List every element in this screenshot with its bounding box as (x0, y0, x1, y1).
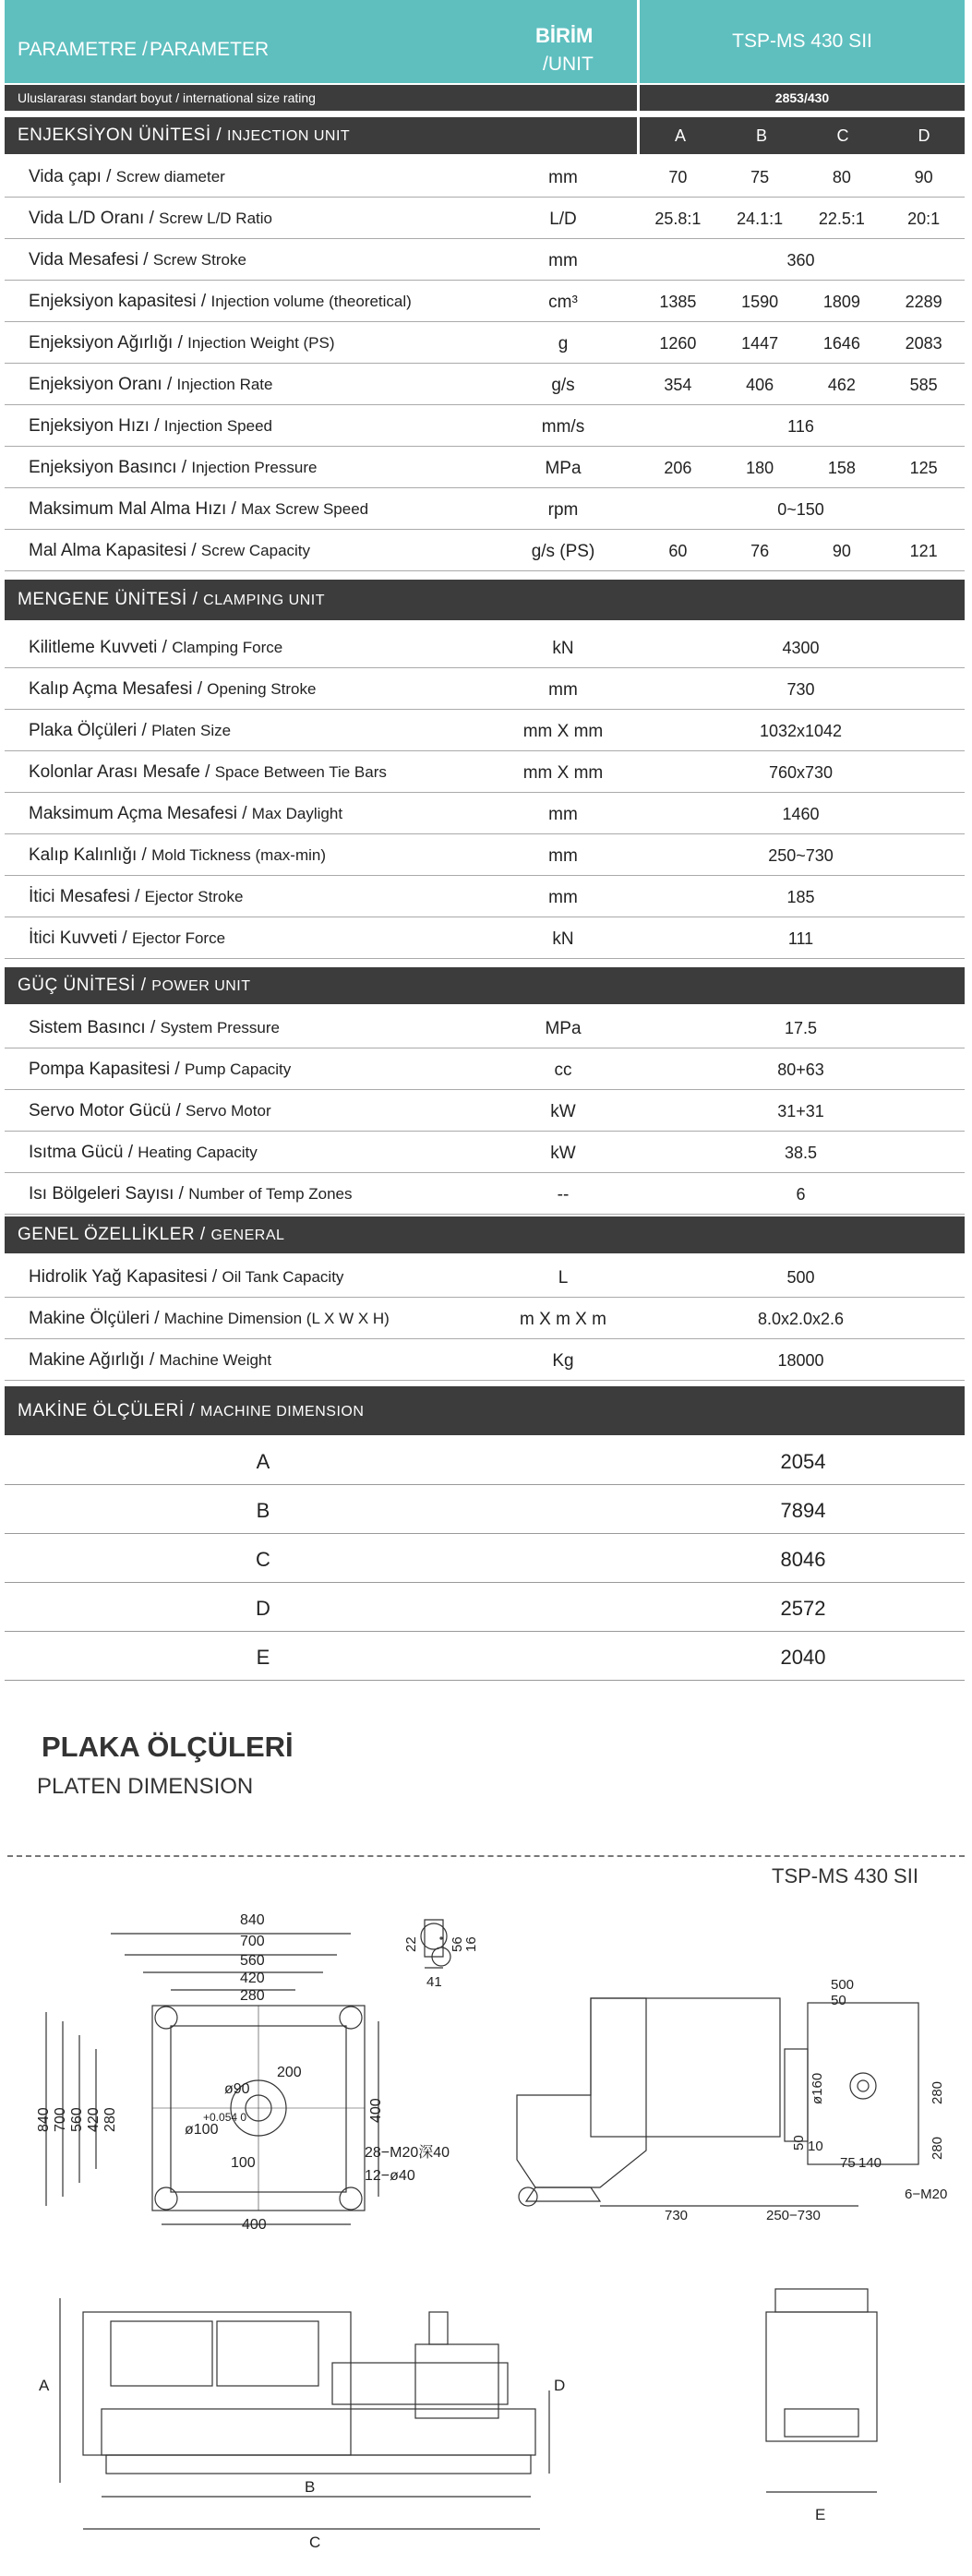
label-c: C (309, 2534, 321, 2551)
row-unit: m X m X m (520, 1310, 606, 1329)
dim-840: 840 (240, 1912, 265, 1928)
dim-22: 22 (403, 1936, 419, 1952)
row-unit: -- (557, 1185, 570, 1204)
row-value: 90 (832, 542, 851, 560)
row-name-en: Pump Capacity (185, 1060, 292, 1078)
section-header: GENEL ÖZELLİKLER / GENERAL (5, 1216, 965, 1253)
row-name-tr: Kolonlar Arası Mesafe (29, 762, 200, 782)
dimension-key: A (256, 1450, 270, 1473)
row-name-en: Screw L/D Ratio (159, 210, 272, 227)
row-name-tr: Kalıp Açma Mesafesi (29, 679, 193, 699)
dim-16: 16 (463, 1936, 479, 1952)
spec-row: Vida Mesafesi / Screw Stroke mm 360 (5, 240, 965, 281)
spec-row: Maksimum Mal Alma Hızı / Max Screw Speed rpm 0~150 (5, 489, 965, 530)
row-value: 500 (786, 1268, 815, 1287)
row-value: 760x730 (768, 763, 834, 782)
dimension-row (5, 1534, 965, 1583)
row-value: 354 (664, 376, 692, 394)
row-name-tr: Maksimum Açma Mesafesi (29, 804, 237, 823)
row-unit: mm/s (541, 417, 585, 437)
dimension-value: 2054 (780, 1450, 826, 1473)
row-value: 111 (787, 929, 814, 948)
size-rating-value: 2853/430 (637, 85, 965, 111)
row-name-en: Machine Dimension (L X W X H) (163, 1310, 390, 1327)
spec-row: Vida çapı / Screw diameter mm 70 75 80 90 (5, 157, 965, 198)
row-name-en: Machine Weight (159, 1351, 272, 1369)
dim-560: 560 (240, 1953, 265, 1969)
row-value: 1646 (822, 334, 860, 353)
spec-row: Pompa Kapasitesi / Pump Capacity cc 80+63 (5, 1049, 965, 1090)
row-name-en: Max Screw Speed (241, 500, 369, 518)
col-header: C (836, 126, 849, 145)
row-name-en: Ejector Force (131, 929, 226, 947)
platen-side-drawing (498, 1957, 960, 2224)
row-value: 158 (827, 459, 856, 477)
row-name-tr: Servo Motor Gücü (29, 1101, 172, 1120)
divider (7, 1855, 965, 1857)
row-value: 360 (786, 251, 815, 270)
row-name-tr: Kalıp Kalınlığı (29, 845, 138, 865)
spec-row: Kalıp Kalınlığı / Mold Tickness (max-min) mm 250~730 (5, 835, 965, 876)
platen-title: PLAKA ÖLÇÜLERİ (42, 1731, 294, 1763)
row-name-en: Injection Rate (176, 376, 273, 393)
spec-row: Makine Ağırlığı / Machine Weight Kg 18000 (5, 1340, 965, 1381)
dim-h560: 560 (69, 2107, 85, 2132)
row-name-tr: Makine Ağırlığı (29, 1350, 145, 1370)
section-title-tr: GENEL ÖZELLİKLER (18, 1225, 196, 1244)
spec-row: Enjeksiyon Basıncı / Injection Pressure MPa 206 180 158 125 (5, 448, 965, 488)
row-value: 22.5:1 (818, 210, 865, 228)
row-name-en: Injection Pressure (191, 459, 318, 476)
section-title-en: GENERAL (210, 1228, 285, 1243)
row-name-tr: Vida çapı (29, 167, 102, 186)
dimension-key: C (256, 1548, 270, 1571)
param-en: PARAMETER (150, 39, 270, 60)
dim-s280b: 280 (930, 2136, 945, 2160)
spec-row: İtici Kuvveti / Ejector Force kN 111 (5, 918, 965, 959)
dimension-row (5, 1436, 965, 1485)
row-value: 90 (914, 168, 933, 186)
dim-280: 280 (240, 1988, 265, 2004)
spec-row: Plaka Ölçüleri / Platen Size mm X mm 1032x1042 (5, 711, 965, 751)
spec-row: Enjeksiyon Hızı / Injection Speed mm/s 116 (5, 406, 965, 447)
row-unit: MPa (545, 459, 582, 478)
machine-side-drawing (748, 2280, 914, 2566)
row-value: 31+31 (777, 1102, 824, 1120)
dim-41: 41 (426, 1974, 442, 1990)
row-name-tr: Makine Ölçüleri (29, 1309, 150, 1328)
row-unit: kW (550, 1144, 576, 1163)
platen-groove-drawing (388, 1911, 489, 1994)
section-header: GÜÇ ÜNİTESİ / POWER UNIT (5, 967, 965, 1004)
birim-label: BİRİM (535, 24, 594, 47)
dim-h840: 840 (36, 2107, 52, 2132)
row-name-tr: Isıtma Gücü (29, 1143, 124, 1162)
holes-2: 12−ø40 (365, 2168, 415, 2184)
row-name-en: Max Daylight (251, 805, 343, 822)
spec-row: Vida L/D Oranı / Screw L/D Ratio L/D 25.8:1 24.1:1 22.5:1 20:1 (5, 198, 965, 239)
dim-h280: 280 (102, 2107, 118, 2132)
row-name-en: Screw Stroke (152, 251, 246, 269)
section-header: MAKİNE ÖLÇÜLERİ / MACHINE DIMENSION (5, 1386, 965, 1435)
section-title-en: POWER UNIT (151, 978, 251, 994)
dimension-value: 8046 (780, 1548, 826, 1571)
unit-label: /UNIT (543, 54, 594, 75)
spec-row: Makine Ölçüleri / Machine Dimension (L X W X H) m X m X m 8.0x2.0x2.6 (5, 1299, 965, 1339)
row-unit: g (558, 334, 569, 353)
row-unit: L/D (549, 210, 577, 229)
section-title-tr: ENJEKSİYON ÜNİTESİ (18, 126, 211, 145)
row-value: 206 (664, 459, 692, 477)
row-name-en: Platen Size (151, 722, 232, 739)
row-name-tr: Kilitleme Kuvveti (29, 638, 158, 657)
row-unit: mm (548, 168, 578, 187)
row-unit: Kg (552, 1351, 574, 1371)
row-value: 4300 (782, 639, 820, 657)
label-a: A (39, 2377, 50, 2394)
row-value: 1809 (822, 293, 860, 311)
row-unit: mm X mm (522, 763, 604, 783)
section-title-en: INJECTION UNIT (226, 128, 351, 144)
row-name-tr: Enjeksiyon Oranı (29, 375, 162, 394)
row-name-tr: Isı Bölgeleri Sayısı (29, 1184, 174, 1204)
dim-56: 56 (450, 1936, 465, 1952)
row-name-tr: Enjeksiyon Hızı (29, 416, 150, 436)
row-value: 75 (750, 168, 770, 186)
spec-row: Maksimum Açma Mesafesi / Max Daylight mm 1460 (5, 794, 965, 834)
spec-row: Sistem Basıncı / System Pressure MPa 17.5 (5, 1008, 965, 1048)
dimension-value: 2040 (780, 1646, 826, 1669)
row-value: 585 (909, 376, 938, 394)
dim-100: 100 (231, 2155, 256, 2171)
table-header (5, 0, 965, 83)
section-title-en: CLAMPING UNIT (203, 593, 325, 608)
row-unit: mm (548, 846, 578, 866)
dim-h700: 700 (53, 2107, 68, 2132)
row-unit: mm X mm (522, 722, 604, 741)
row-unit: mm (548, 251, 578, 270)
dim-s730: 730 (665, 2208, 689, 2223)
spec-row: Hidrolik Yağ Kapasitesi / Oil Tank Capacity L 500 (5, 1257, 965, 1298)
param-tr: PARAMETRE / (18, 39, 148, 60)
row-unit: kN (552, 929, 574, 949)
row-name-en: System Pressure (160, 1019, 280, 1036)
spec-row: Kolonlar Arası Mesafe / Space Between Tie Bars mm X mm 760x730 (5, 752, 965, 793)
dim-m20: 6−M20 (905, 2187, 948, 2202)
spec-row: Kilitleme Kuvveti / Clamping Force kN 4300 (5, 628, 965, 668)
spec-row: Servo Motor Gücü / Servo Motor kW 31+31 (5, 1091, 965, 1132)
row-value: 2083 (905, 334, 942, 353)
row-value: 60 (668, 542, 688, 560)
row-value: 38.5 (784, 1144, 818, 1162)
model-name: TSP-MS 430 SII (637, 0, 965, 83)
row-value: 17.5 (784, 1019, 818, 1037)
row-unit: mm (548, 680, 578, 700)
spec-row: Mal Alma Kapasitesi / Screw Capacity g/s (PS) 60 76 90 121 (5, 531, 965, 571)
row-name-tr: Hidrolik Yağ Kapasitesi (29, 1267, 208, 1287)
spec-row: Enjeksiyon Ağırlığı / Injection Weight (PS) g 1260 1447 1646 2083 (5, 323, 965, 364)
row-value: 185 (786, 888, 815, 906)
dimension-key: D (256, 1597, 270, 1620)
spec-row: Enjeksiyon Oranı / Injection Rate g/s 354 406 462 585 (5, 365, 965, 405)
dim-s140: 140 (858, 2155, 882, 2171)
dimension-row (5, 1632, 965, 1681)
row-name-tr: Enjeksiyon Ağırlığı (29, 333, 174, 353)
row-value: 6 (796, 1185, 806, 1204)
row-value: 1385 (659, 293, 697, 311)
row-value: 8.0x2.0x2.6 (757, 1310, 845, 1328)
row-unit: mm (548, 805, 578, 824)
col-header: A (674, 126, 686, 145)
row-value: 80 (832, 168, 851, 186)
row-name-en: Oil Tank Capacity (222, 1268, 344, 1286)
row-name-en: Space Between Tie Bars (214, 763, 387, 781)
row-name-en: Injection Weight (PS) (187, 334, 335, 352)
row-unit: L (558, 1268, 569, 1288)
dim-s250: 250−730 (766, 2208, 821, 2223)
row-name-tr: Mal Alma Kapasitesi (29, 541, 187, 560)
dimension-row (5, 1485, 965, 1534)
dim-s280: 280 (930, 2080, 945, 2104)
row-value: 1590 (741, 293, 779, 311)
row-value: 1032x1042 (759, 722, 843, 740)
row-value: 70 (668, 168, 688, 186)
row-value: 1260 (659, 334, 697, 353)
spec-row: İtici Mesafesi / Ejector Stroke mm 185 (5, 877, 965, 917)
row-value: 25.8:1 (654, 210, 702, 228)
dimension-key: E (256, 1646, 270, 1669)
platen-model: TSP-MS 430 SII (772, 1864, 918, 1887)
row-value: 462 (827, 376, 856, 394)
row-name-tr: İtici Kuvveti (29, 929, 118, 948)
row-name-tr: Sistem Basıncı (29, 1018, 146, 1037)
spec-row: Enjeksiyon kapasitesi / Injection volume (theoretical) cm³ 1385 1590 1809 2289 (5, 282, 965, 322)
row-name-tr: Pompa Kapasitesi (29, 1060, 171, 1079)
row-name-en: Heating Capacity (138, 1144, 258, 1161)
dim-s50b: 50 (791, 2135, 807, 2151)
row-value: 2289 (905, 293, 942, 311)
row-name-tr: Enjeksiyon Basıncı (29, 458, 177, 477)
size-rating-label: Uluslararası standart boyut / international size rating (18, 90, 316, 105)
row-unit: rpm (547, 500, 579, 520)
row-unit: g/s (551, 376, 575, 395)
row-value: 20:1 (907, 210, 941, 228)
dim-tol: +0.054 0 (203, 2111, 247, 2124)
row-value: 406 (746, 376, 774, 394)
row-name-en: Opening Stroke (207, 680, 317, 698)
section-title-en: MACHINE DIMENSION (200, 1403, 365, 1420)
section-title-tr: GÜÇ ÜNİTESİ (18, 976, 136, 995)
row-value: 24.1:1 (737, 210, 784, 228)
dim-d100: ø100 (185, 2122, 219, 2138)
section-header: MENGENE ÜNİTESİ / CLAMPING UNIT (5, 580, 965, 620)
dim-s500: 500 (831, 1977, 855, 1993)
row-name-en: Mold Tickness (max-min) (151, 846, 327, 864)
row-value: 180 (746, 459, 774, 477)
row-unit: kW (550, 1102, 576, 1121)
spec-row: Kalıp Açma Mesafesi / Opening Stroke mm 730 (5, 669, 965, 710)
row-unit: cc (554, 1060, 572, 1080)
label-b: B (305, 2478, 316, 2496)
dim-700: 700 (240, 1934, 265, 1949)
row-name-en: Ejector Stroke (144, 888, 244, 905)
row-value: 250~730 (768, 846, 834, 865)
dim-s50: 50 (831, 1993, 846, 2008)
label-d: D (554, 2377, 566, 2394)
row-value: 1447 (741, 334, 779, 353)
row-name-en: Injection volume (theoretical) (210, 293, 412, 310)
row-value: 1460 (782, 805, 820, 823)
dim-s75: 75 (840, 2155, 856, 2171)
row-unit: kN (552, 639, 574, 658)
row-value: 125 (909, 459, 938, 477)
section-title-tr: MAKİNE ÖLÇÜLERİ (18, 1400, 185, 1420)
row-name-tr: Enjeksiyon kapasitesi (29, 292, 197, 311)
row-name-en: Injection Speed (163, 417, 272, 435)
size-rating-row (5, 85, 965, 111)
section-title-tr: MENGENE ÜNİTESİ (18, 590, 187, 609)
dim-d160: ø160 (810, 2072, 825, 2104)
row-name-en: Clamping Force (172, 639, 283, 656)
row-name-tr: İtici Mesafesi (29, 887, 130, 906)
row-value: 121 (909, 542, 938, 560)
col-header: D (918, 126, 930, 145)
row-name-en: Screw diameter (115, 168, 225, 186)
dimension-key: B (256, 1499, 270, 1522)
row-unit: MPa (545, 1019, 582, 1038)
row-name-en: Number of Temp Zones (188, 1185, 353, 1203)
row-name-en: Servo Motor (186, 1102, 271, 1120)
row-name-tr: Maksimum Mal Alma Hızı (29, 499, 227, 519)
row-unit: mm (548, 888, 578, 907)
row-name-en: Screw Capacity (200, 542, 311, 559)
machine-front-drawing (28, 2289, 600, 2575)
dimension-value: 7894 (780, 1499, 826, 1522)
spec-row: Isıtma Gücü / Heating Capacity kW 38.5 (5, 1132, 965, 1173)
spec-row: Isı Bölgeleri Sayısı / Number of Temp Zones -- 6 (5, 1174, 965, 1215)
row-name-tr: Vida L/D Oranı (29, 209, 145, 228)
row-value: 730 (786, 680, 815, 699)
dimension-row (5, 1583, 965, 1632)
row-unit: g/s (PS) (531, 542, 595, 561)
row-name-tr: Vida Mesafesi (29, 250, 138, 270)
row-value: 116 (787, 417, 814, 436)
section-header: ENJEKSİYON ÜNİTESİ / INJECTION UNIT A B C D (5, 117, 965, 154)
row-value: 76 (750, 542, 770, 560)
dim-h420: 420 (86, 2107, 102, 2132)
row-unit: cm³ (548, 293, 578, 312)
holes-1: 28−M20深40 (365, 2145, 450, 2161)
dim-d90: ø90 (224, 2081, 250, 2097)
col-header: B (755, 126, 767, 145)
dim-420: 420 (240, 1971, 265, 1986)
label-e: E (815, 2506, 826, 2523)
dim-400-bottom: 400 (242, 2217, 267, 2233)
dim-d200: 200 (277, 2065, 302, 2080)
platen-subtitle: PLATEN DIMENSION (37, 1774, 254, 1799)
dim-r400: 400 (368, 2098, 384, 2123)
row-value: 18000 (777, 1351, 824, 1370)
row-value: 0~150 (777, 500, 824, 519)
dim-s10: 10 (808, 2139, 823, 2154)
row-value: 80+63 (777, 1060, 824, 1079)
row-name-tr: Plaka Ölçüleri (29, 721, 138, 740)
dimension-value: 2572 (780, 1597, 826, 1620)
